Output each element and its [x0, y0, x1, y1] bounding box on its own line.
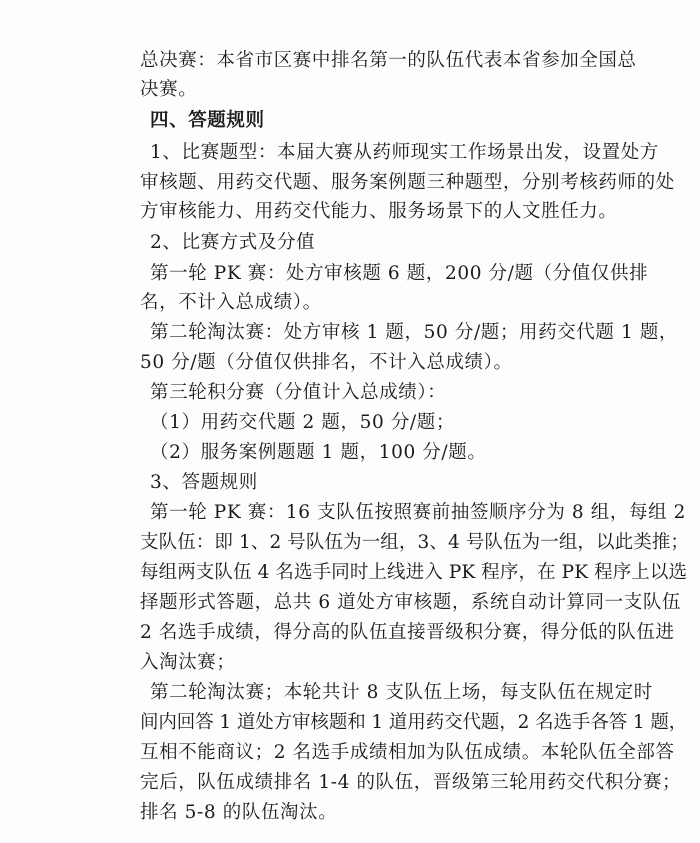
text-line: 50 分/题（分值仅供排名，不计入总成绩）。	[140, 352, 513, 373]
text-line: 总决赛：本省市区赛中排名第一的队伍代表本省参加全国总	[140, 50, 637, 71]
text-line: 互相不能商议；2 名选手成绩相加为队伍成绩。本轮队伍全部答	[140, 742, 675, 763]
subsection-heading: 3、答题规则	[150, 472, 258, 493]
list-item: （1）用药交代题 2 题，50 分/题；	[150, 412, 455, 433]
text-line: 审核题、用药交代题、服务案例题三种题型，分别考核药师的处	[140, 172, 675, 193]
subsection-heading: 2、比赛方式及分值	[150, 232, 316, 253]
text-line: 入淘汰赛；	[140, 652, 236, 673]
text-line: 第二轮淘汰赛；本轮共计 8 支队伍上场，每支队伍在规定时	[150, 682, 653, 703]
text-line: 支队伍：即 1、2 号队伍为一组，3、4 号队伍为一组，以此类推；	[140, 532, 690, 553]
text-line: 第二轮淘汰赛：处方审核 1 题，50 分/题；用药交代题 1 题，	[150, 322, 679, 343]
text-line: 第一轮 PK 赛：16 支队伍按照赛前抽签顺序分为 8 组，每组 2	[150, 502, 687, 523]
text-line: 第一轮 PK 赛：处方审核题 6 题，200 分/题（分值仅供排	[150, 263, 649, 284]
text-line: 1、比赛题型：本届大赛从药师现实工作场景出发，设置处方	[150, 142, 659, 163]
text-line: 第三轮积分赛（分值计入总成绩）：	[150, 382, 447, 403]
text-line: 决赛。	[140, 79, 198, 100]
text-line: 完后，队伍成绩排名 1-4 的队伍，晋级第三轮用药交代积分赛；	[140, 772, 682, 793]
text-line: 间内回答 1 道处方审核题和 1 道用药交代题，2 名选手各答 1 题，	[140, 712, 688, 733]
text-line: 名，不计入总成绩）。	[140, 292, 322, 313]
list-item: （2）服务案例题题 1 题，100 分/题。	[150, 442, 487, 463]
text-line: 排名 5-8 的队伍淘汰。	[140, 802, 338, 823]
section-heading: 四、答题规则	[150, 110, 265, 131]
text-line: 方审核能力、用药交代能力、服务场景下的人文胜任力。	[140, 201, 618, 222]
text-line: 每组两支队伍 4 名选手同时上线进入 PK 程序，在 PK 程序上以选	[140, 562, 688, 583]
text-line: 2 名选手成绩，得分高的队伍直接晋级积分赛，得分低的队伍进	[140, 622, 675, 643]
text-line: 择题形式答题，总共 6 道处方审核题，系统自动计算同一支队伍	[140, 592, 682, 613]
